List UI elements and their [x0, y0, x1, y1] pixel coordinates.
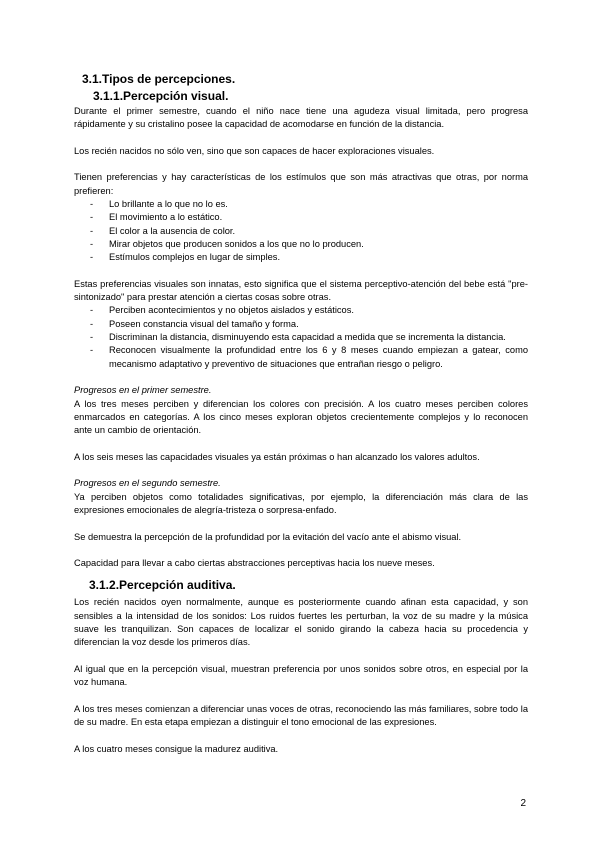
paragraph: A los tres meses comienzan a diferenciar unas voces de otras, reconociendo las más familiares, sobre todo la de su madre. En esta etapa empiezan a distinguir el tono emocional de las expresiones. [74, 703, 528, 728]
paragraph: Los recién nacidos oyen normalmente, aunque es posteriormente cuando afinan esta capacidad, y son sensibles a la intensidad de los sonidos: Los ruidos fuertes les perturban, la voz de su madre y la música suave les tranquilizan. Son capaces de localizar el sonido girando la cabeza hacia su procedencia y diferencian la voz desde los primeros días. [74, 597, 528, 648]
list-item: - Discriminan la distancia, disminuyendo esta capacidad a medida que se incrementa la distancia. [74, 331, 528, 344]
list-item: - Mirar objetos que producen sonidos a los que no lo producen. [74, 238, 528, 251]
paragraph: Estas preferencias visuales son innatas, esto significa que el sistema perceptivo-atención del bebe está "pre-sintonizado" para prestar atención a ciertas cosas sobre otras. [74, 278, 528, 303]
list-item: - El movimiento a lo estático. [74, 211, 528, 224]
paragraph: A los tres meses perciben y diferencian los colores con precisión. A los cuatro meses perciben colores enmarcados en categorías. A los cinco meses exploran objetos crecientemente complejos y lo reconocen ante un cambio de orientación. [74, 398, 528, 436]
list-item: - El color a la ausencia de color. [74, 225, 528, 238]
innate-list [74, 304, 528, 370]
list-item: - Perciben acontecimientos y no objetos aislados y estáticos. [74, 304, 528, 317]
list-item: - Reconocen visualmente la profundidad entre los 6 y 8 meses cuando empiezan a gatear, como mecanismo adaptativo y preventivo de situaciones que entrañan riesgo o peligro. [74, 344, 528, 371]
paragraph: A los seis meses las capacidades visuales ya están próximas o han alcanzado los valores adultos. [74, 451, 480, 462]
paragraph: A los cuatro meses consigue la madurez auditiva. [74, 743, 279, 754]
list-item: - Poseen constancia visual del tamaño y forma. [74, 318, 528, 331]
page-content [74, 72, 528, 756]
list-item: - Lo brillante a lo que no lo es. [74, 198, 528, 211]
first-semester-heading: Progresos en el primer semestre. [74, 385, 212, 396]
list-item: - Estímulos complejos en lugar de simples. [74, 251, 528, 264]
page-number: 2 [520, 798, 526, 809]
paragraph: Capacidad para llevar a cabo ciertas abstracciones perceptivas hacia los nueve meses. [74, 558, 435, 569]
paragraph: Durante el primer semestre, cuando el niño nace tiene una agudeza visual limitada, pero progresa rápidamente y su cristalino posee la capacidad de acomodarse en función de la distancia. [74, 106, 528, 130]
preferences-list [74, 198, 528, 264]
paragraph: Ya perciben objetos como totalidades significativas, por ejemplo, la diferenciación más clara de las expresiones emocionales de alegría-tristeza o sorpresa-enfado. [74, 491, 528, 515]
paragraph: Tienen preferencias y hay características de los estímulos que son más atractivas que otras, por norma prefieren: [74, 172, 528, 196]
subsection-title-visual: 3.1.1.Percepción visual. [93, 89, 229, 103]
subsection-title-auditory: 3.1.2.Percepción auditiva. [89, 578, 236, 593]
paragraph: Se demuestra la percepción de la profundidad por la evitación del vacío ante el abismo visual. [74, 531, 462, 542]
section-title: 3.1.Tipos de percepciones. [82, 72, 236, 86]
second-semester-heading: Progresos en el segundo semestre. [74, 478, 221, 489]
paragraph: Al igual que en la percepción visual, muestran preferencia por unos sonidos sobre otros, en especial por la voz humana. [74, 663, 528, 688]
paragraph: Los recién nacidos no sólo ven, sino que son capaces de hacer exploraciones visuales. [74, 145, 435, 156]
